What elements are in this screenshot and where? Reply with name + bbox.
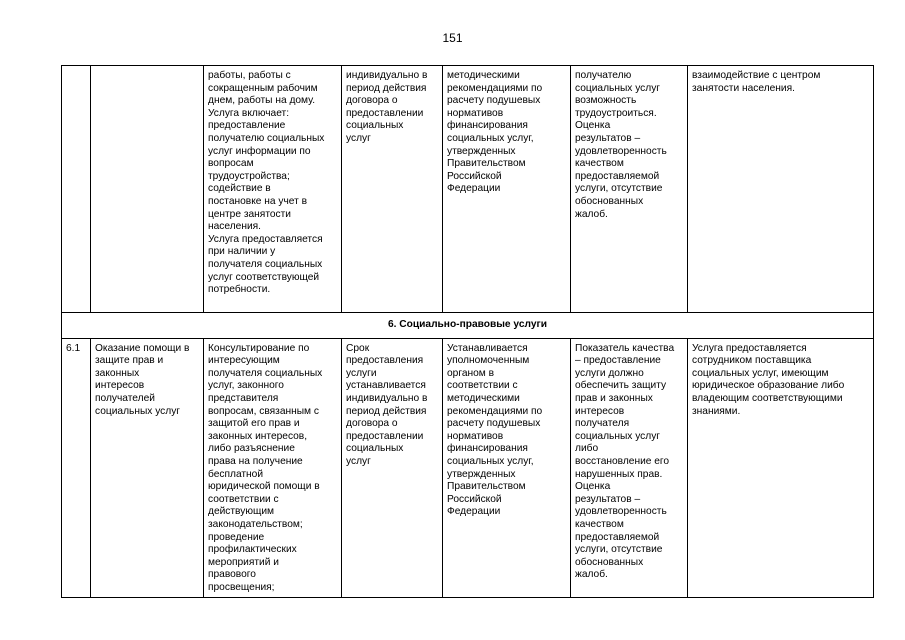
cell-description: работы, работы с сокращенным рабочим днем, работы на дому. Услуга включает: предоставление получателю социальных услуг информации по вопросам трудоустройства; содействие в постановке на учет в центре занятости населения. Услуга предоставляется при наличии у получателя социальных услуг соответствующей потребности. bbox=[204, 66, 342, 313]
cell-conditions: Услуга предоставляется сотрудником поставщика социальных услуг, имеющим юридическое образование либо владеющим соответствующими знаниями. bbox=[688, 338, 874, 598]
cell-service-name bbox=[91, 66, 204, 313]
cell-tariff: методическими рекомендациями по расчету подушевых нормативов финансирования социальных услуг, утвержденных Правительством Российской Федерации bbox=[443, 66, 571, 313]
table-row-continuation bbox=[62, 66, 874, 313]
cell-conditions: взаимодействие с центром занятости населения. bbox=[688, 66, 874, 313]
cell-tariff: Устанавливается уполномоченным органом в соответствии с методическими рекомендациями по расчету подушевых нормативов финансирования социальных услуг, утвержденных Правительством Российской Федерации bbox=[443, 338, 571, 598]
cell-number: 6.1 bbox=[62, 338, 91, 598]
section-row bbox=[62, 313, 874, 339]
cell-description: Консультирование по интересующим получателя социальных услуг, законного представителя вопросам, связанным с защитой его прав и законных интересов, либо разъяснение права на получение бесплатной юридической помощи в соответствии с действующим законодательством; проведение профилактических мероприятий и правового просвещения; bbox=[204, 338, 342, 598]
cell-term: Срок предоставления услуги устанавливается индивидуально в период действия договора о предоставлении социальных услуг bbox=[342, 338, 443, 598]
cell-term: индивидуально в период действия договора о предоставлении социальных услуг bbox=[342, 66, 443, 313]
cell-number bbox=[62, 66, 91, 313]
services-table bbox=[61, 65, 874, 598]
section-title: 6. Социально-правовые услуги bbox=[62, 313, 874, 339]
cell-quality: Показатель качества – предоставление услуги должно обеспечить защиту прав и законных интересов получателя социальных услуг либо восстановление его нарушенных прав. Оценка результатов – удовлетворенность качеством предоставляемой услуги, отсутствие обоснованных жалоб. bbox=[571, 338, 688, 598]
page-number: 151 bbox=[442, 31, 463, 45]
cell-service-name: Оказание помощи в защите прав и законных интересов получателей социальных услуг bbox=[91, 338, 204, 598]
cell-quality: получателю социальных услуг возможность трудоустроиться. Оценка результатов – удовлетворенность качеством предоставляемой услуги, отсутствие обоснованных жалоб. bbox=[571, 66, 688, 313]
table-row-6-1 bbox=[62, 338, 874, 598]
